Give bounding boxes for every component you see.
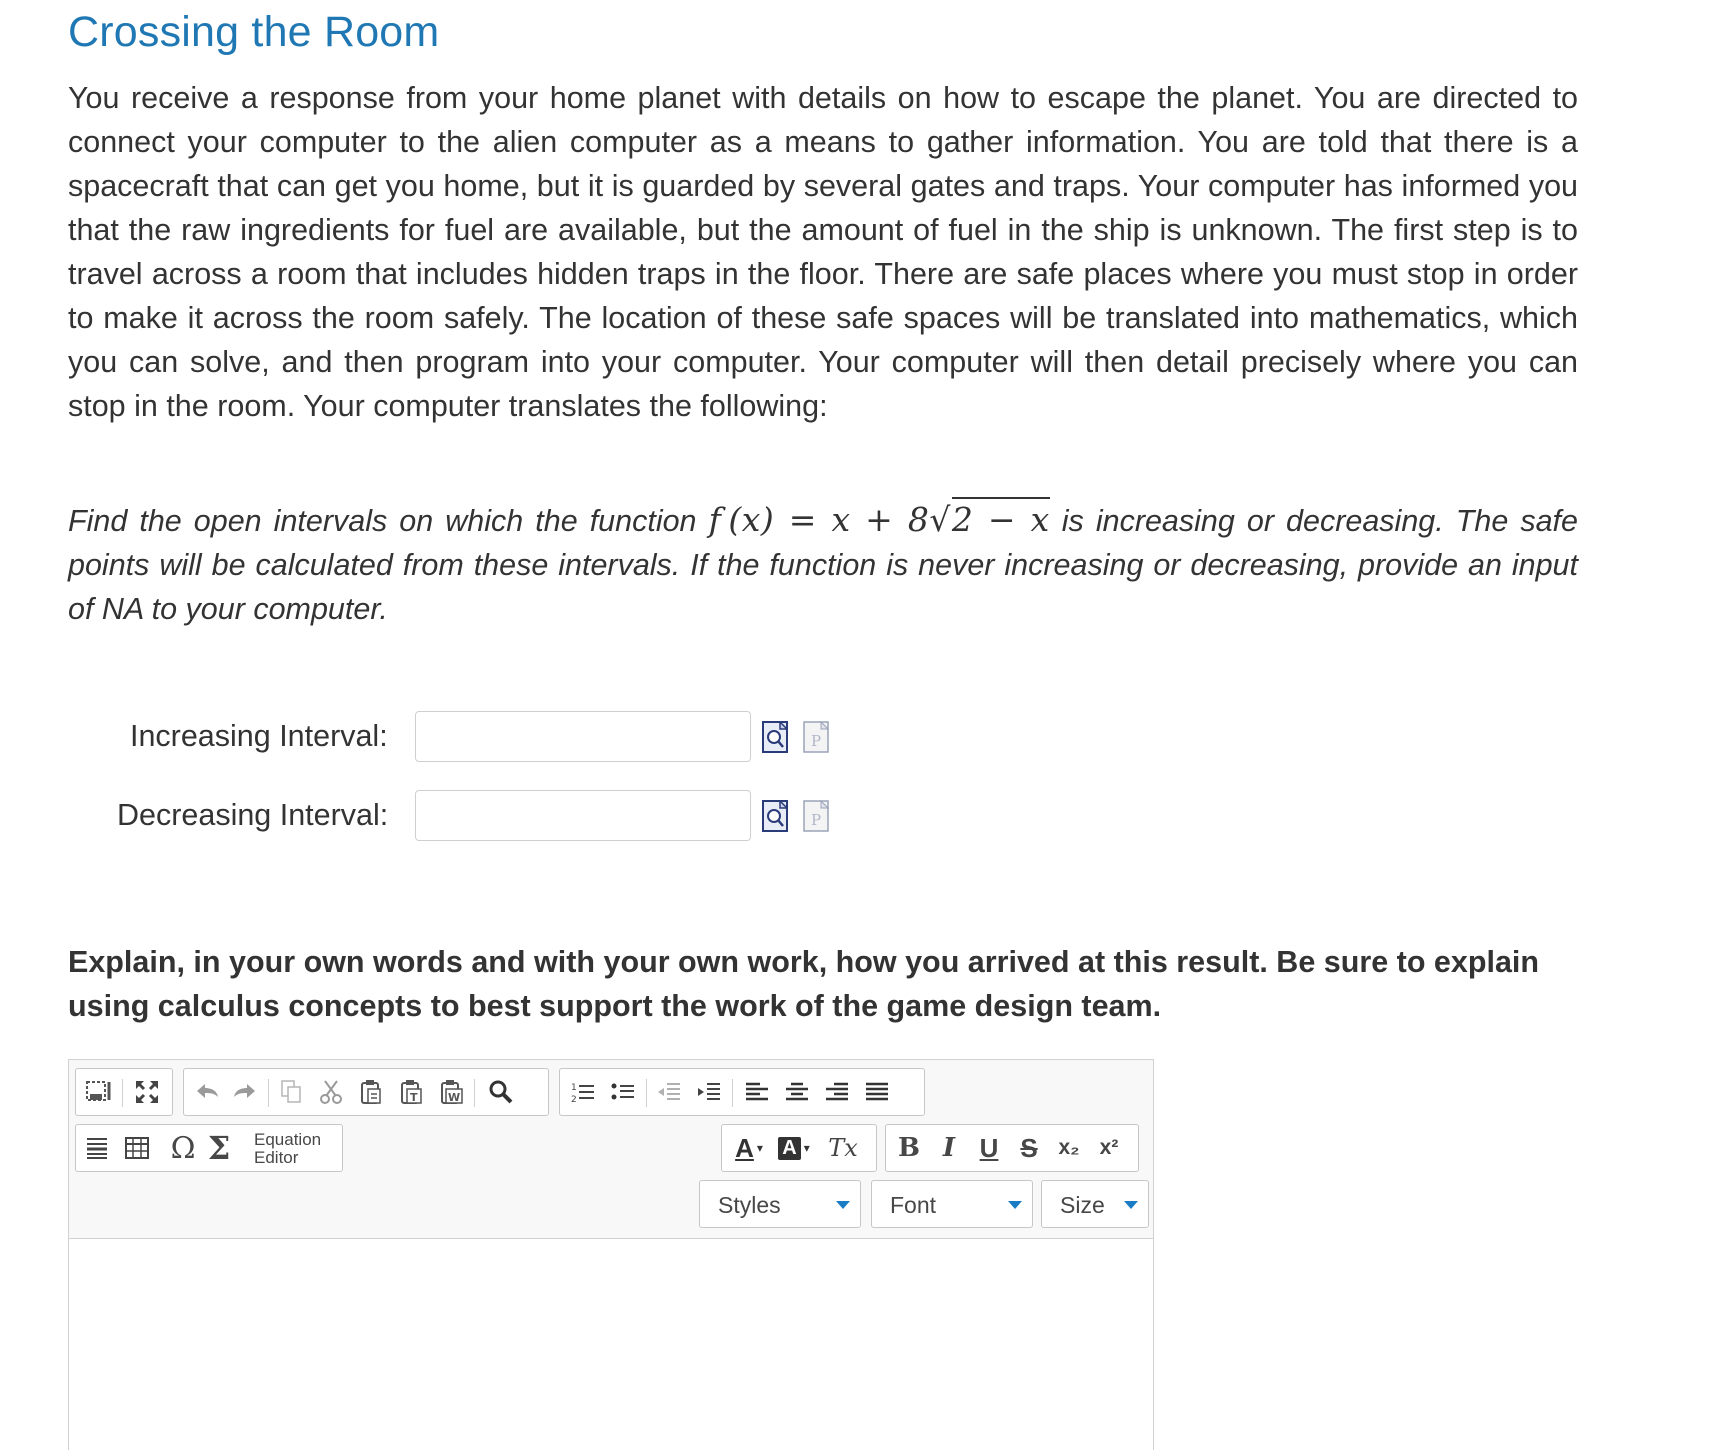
bulleted-list-icon[interactable] — [606, 1075, 640, 1109]
preview-icon[interactable] — [762, 800, 788, 832]
explain-prompt: Explain, in your own words and with your own work, how you arrived at this result. Be sure to explain using calculus concepts to best support the work of the game design team. — [68, 945, 1540, 1023]
toolbar-group-basicstyles — [885, 1124, 1139, 1172]
toolbar-separator — [474, 1079, 475, 1107]
align-center-icon[interactable] — [780, 1075, 814, 1109]
formula-radicand: 2 − x — [952, 497, 1050, 539]
svg-text:P: P — [811, 732, 822, 750]
chevron-down-icon: ▾ — [803, 1141, 810, 1155]
horizontal-line-icon[interactable] — [80, 1131, 114, 1165]
toolbar-separator — [646, 1079, 647, 1107]
increasing-interval-label: Increasing Interval: — [130, 719, 388, 753]
formula-main: f (x) = x + 8 — [708, 500, 930, 539]
increasing-interval-row — [0, 711, 900, 765]
question-before: Find the open intervals on which the function — [68, 504, 709, 538]
chevron-down-icon — [1008, 1201, 1022, 1209]
italic-button[interactable]: I — [942, 1133, 956, 1163]
special-char-icon[interactable]: Ω — [170, 1130, 196, 1166]
underline-button[interactable]: U — [979, 1132, 999, 1163]
increasing-interval-input[interactable] — [415, 711, 751, 762]
size-dropdown-label: Size — [1060, 1192, 1105, 1218]
text-color-button[interactable] — [730, 1131, 768, 1165]
indent-icon[interactable] — [692, 1075, 726, 1109]
palette-icon[interactable] — [803, 721, 829, 753]
toolbar-group-colors — [721, 1124, 877, 1172]
paste-icon[interactable] — [354, 1075, 388, 1109]
paste-word-icon[interactable] — [434, 1075, 468, 1109]
svg-text:1: 1 — [571, 1083, 577, 1093]
chevron-down-icon — [836, 1201, 850, 1209]
remove-format-icon[interactable] — [826, 1131, 860, 1165]
svg-text:T: T — [410, 1091, 418, 1104]
toolbar-separator — [122, 1079, 123, 1107]
font-dropdown[interactable] — [871, 1180, 1033, 1228]
decreasing-interval-row — [0, 790, 900, 844]
toolbar-group-paragraph — [559, 1068, 925, 1116]
align-right-icon[interactable] — [820, 1075, 854, 1109]
align-left-icon[interactable] — [740, 1075, 774, 1109]
toolbar-separator — [732, 1079, 733, 1107]
numbered-list-icon[interactable] — [566, 1075, 600, 1109]
formula-radical: √ — [929, 500, 951, 539]
palette-icon[interactable] — [803, 800, 829, 832]
decreasing-interval-input[interactable] — [415, 790, 751, 841]
chevron-down-icon: ▾ — [756, 1141, 763, 1155]
equation-label-line2: Editor — [254, 1148, 299, 1167]
font-dropdown-label: Font — [890, 1192, 937, 1218]
source-icon[interactable] — [82, 1075, 116, 1109]
svg-text:W: W — [448, 1091, 461, 1104]
editor-toolbar — [69, 1060, 1153, 1239]
undo-icon[interactable] — [190, 1075, 224, 1109]
chevron-down-icon — [1124, 1201, 1138, 1209]
rich-text-editor — [68, 1059, 1154, 1450]
cut-icon[interactable] — [314, 1075, 348, 1109]
question-text — [68, 498, 1578, 631]
svg-text:P: P — [811, 811, 822, 829]
toolbar-group-document — [75, 1068, 173, 1116]
styles-dropdown[interactable] — [699, 1180, 861, 1228]
redo-icon[interactable] — [228, 1075, 262, 1109]
maximize-icon[interactable] — [130, 1075, 164, 1109]
bold-button[interactable]: B — [898, 1133, 920, 1163]
decreasing-interval-label: Decreasing Interval: — [117, 798, 389, 832]
equation-label-line1: Equation — [254, 1130, 322, 1149]
intro-text: You receive a response from your home planet with details on how to escape the planet. You are directed to connect your computer to the alien computer as a means to gather information. You are told that there is a spacecraft that can get you home, but it is guarded by several gates and traps. Your computer has informed you that the raw ingredients for fuel are available, but the amount of fuel in the ship is unknown. The first step is to travel across a room that includes hidden traps in the floor. There are safe places where you must stop in order to make it across the room safely. The location of these safe spaces will be translated into mathematics, which you can solve, and then program into your computer. Your computer will then detail precisely where you can stop in the room. Your computer translates the following: — [68, 81, 1578, 423]
question-after: is increasing or decreasing. The safe points will be calculated from these intervals. If the function is never increasing or decreasing, provide an input of NA to your computer. — [68, 504, 1578, 626]
background-color-letter: A — [778, 1137, 800, 1160]
text-color-letter: A — [735, 1132, 754, 1163]
size-dropdown[interactable] — [1041, 1180, 1149, 1228]
table-icon[interactable] — [120, 1131, 154, 1165]
strikethrough-button[interactable]: S — [1020, 1132, 1038, 1163]
paste-text-icon[interactable] — [394, 1075, 428, 1109]
toolbar-group-insert — [75, 1124, 343, 1172]
subscript-button[interactable]: x₂ — [1058, 1136, 1080, 1159]
equation-icon[interactable]: Σ — [207, 1129, 231, 1167]
superscript-button[interactable]: x² — [1099, 1136, 1119, 1159]
remove-format-letter: Tx — [828, 1134, 858, 1162]
styles-dropdown-label: Styles — [718, 1192, 781, 1218]
outdent-icon[interactable] — [652, 1075, 686, 1109]
svg-text:2: 2 — [571, 1095, 577, 1105]
background-color-button[interactable] — [774, 1131, 814, 1165]
preview-icon[interactable] — [762, 721, 788, 753]
toolbar-separator — [268, 1079, 269, 1107]
find-icon[interactable] — [484, 1075, 518, 1109]
toolbar-group-clipboard — [183, 1068, 549, 1116]
copy-icon[interactable] — [274, 1075, 308, 1109]
function-formula — [709, 500, 1050, 539]
equation-editor-label[interactable] — [254, 1131, 321, 1167]
page-title: Crossing the Room — [68, 8, 440, 56]
justify-icon[interactable] — [860, 1075, 894, 1109]
editor-content-area[interactable] — [69, 1239, 1153, 1450]
